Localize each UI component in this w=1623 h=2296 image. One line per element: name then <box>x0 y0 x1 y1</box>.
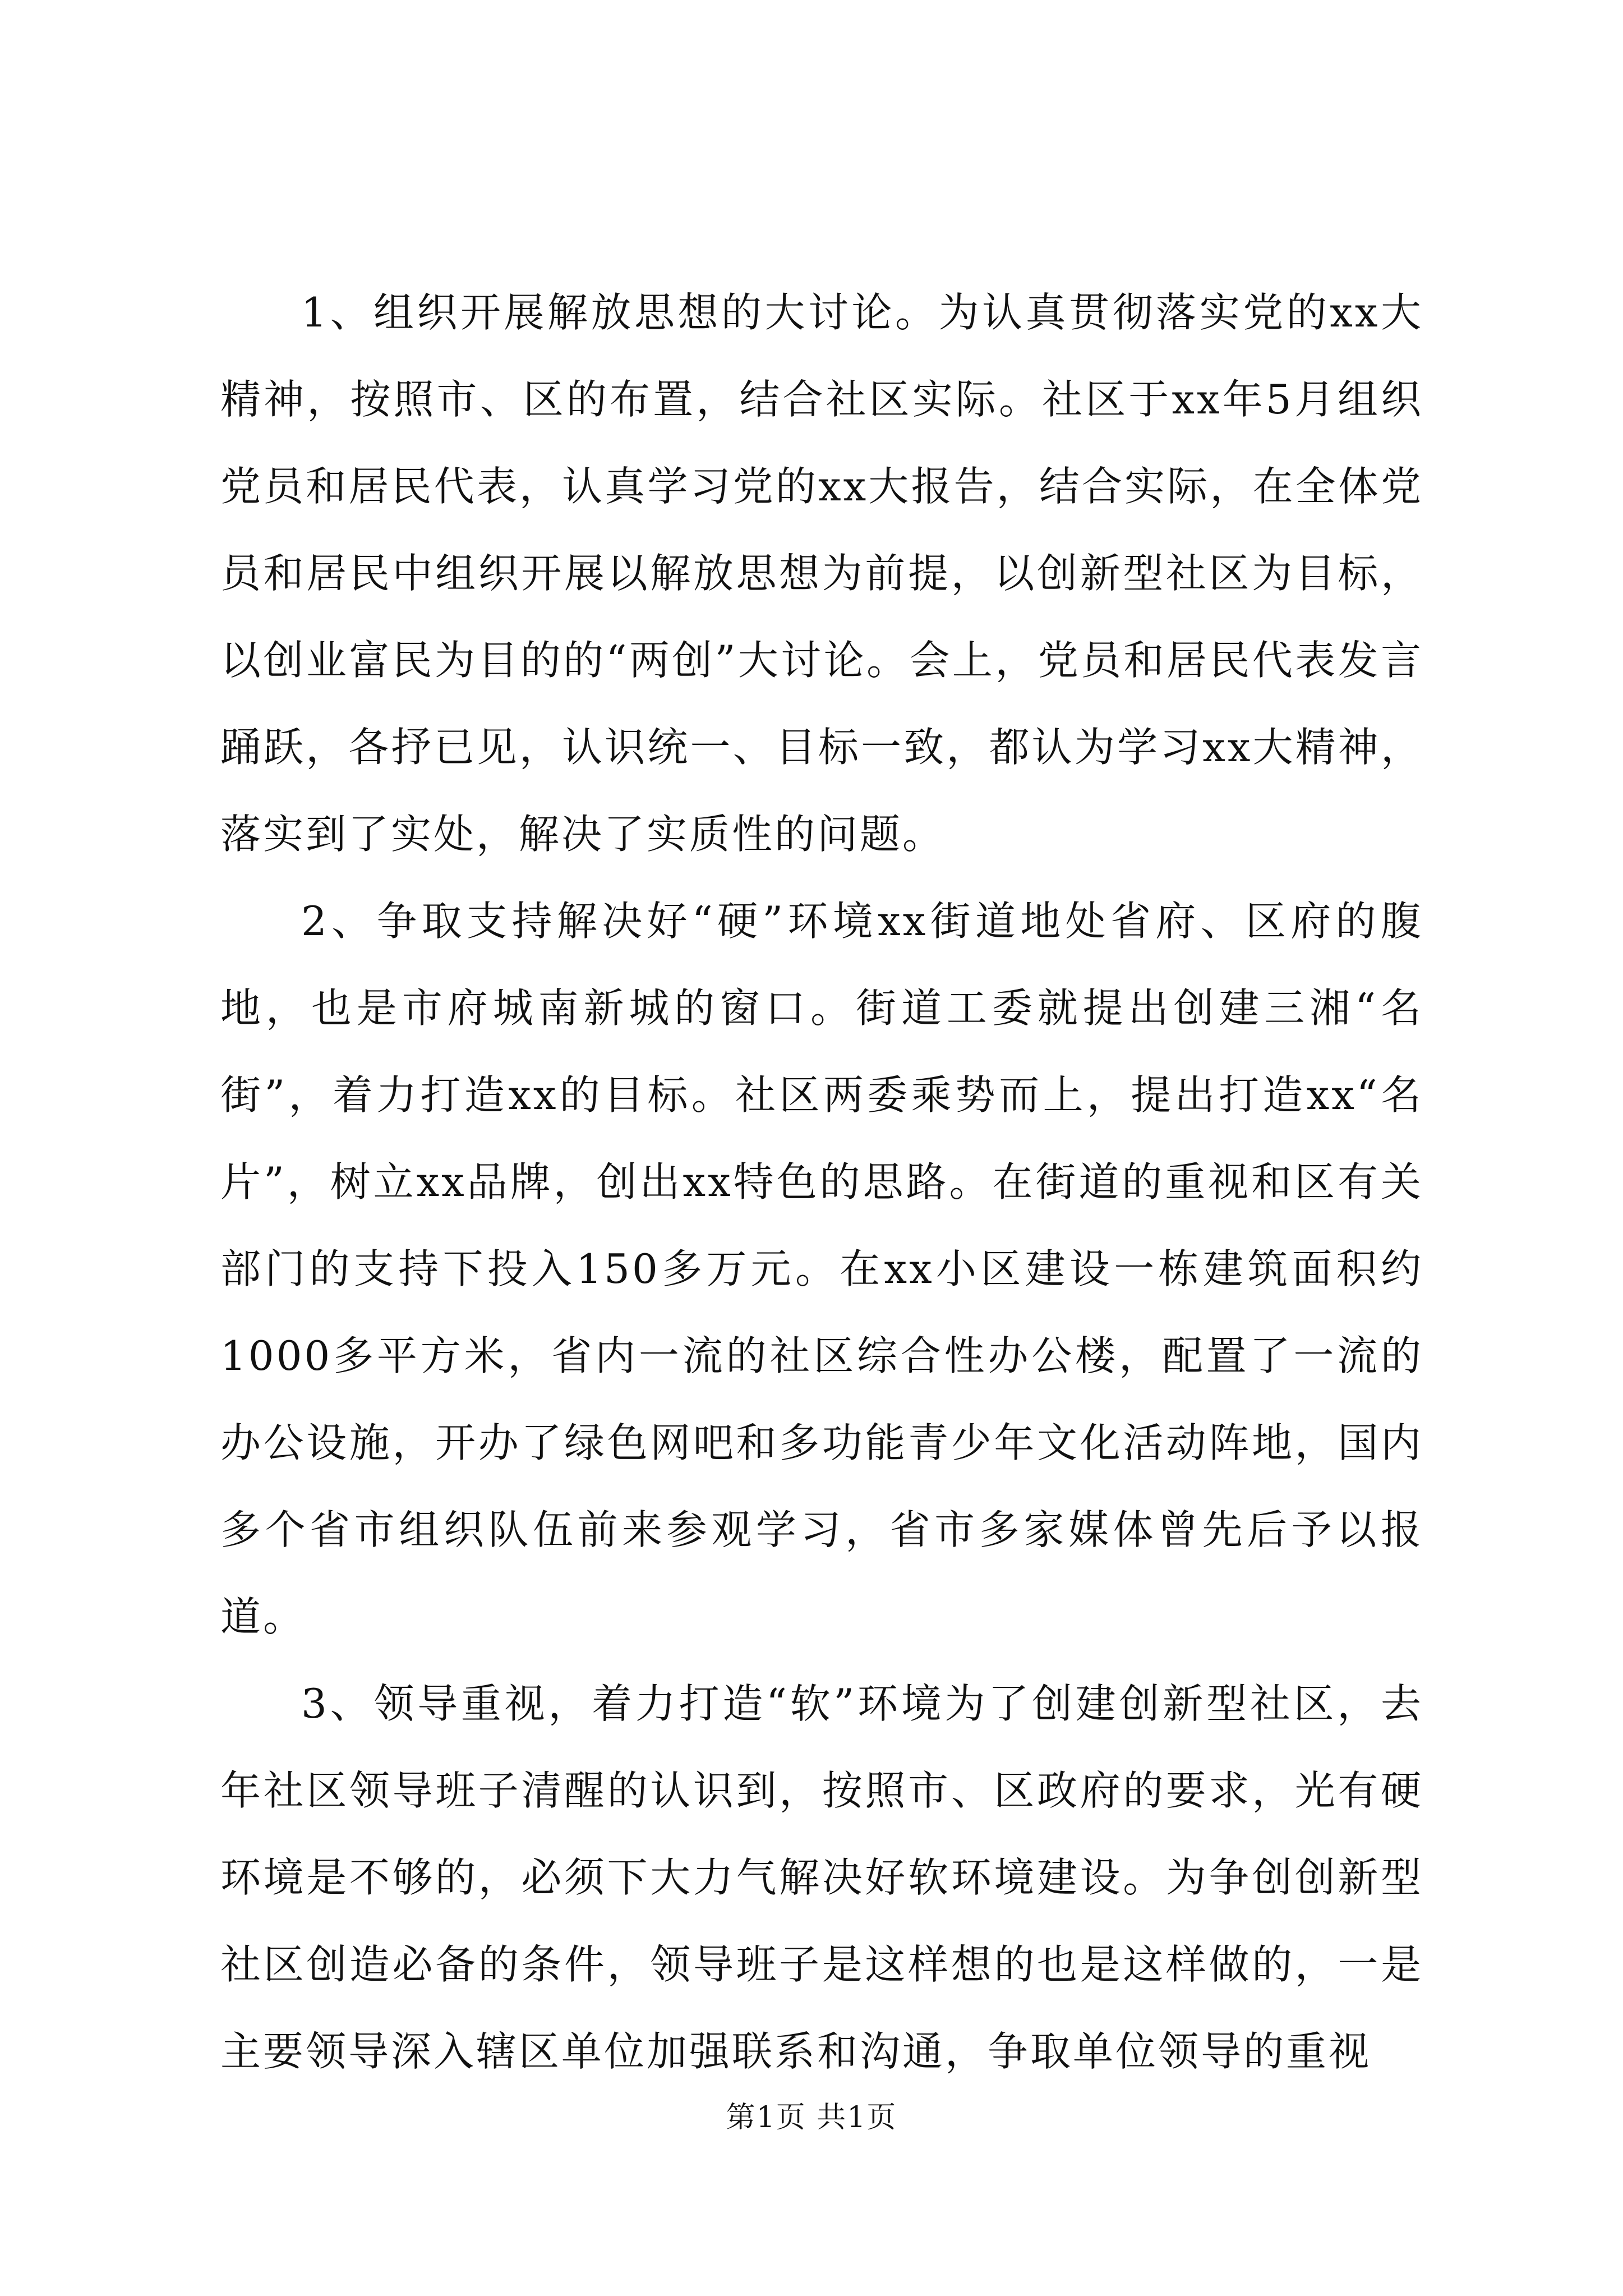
page-footer: 第1页 共1页 <box>726 2101 897 2134</box>
paragraph-1: 1、组织开展解放思想的大讨论。为认真贯彻落实党的xx大精神，按照市、区的布置，结合社区实际。社区于xx年5月组织党员和居民代表，认真学习党的xx大报告，结合实际，在全体党员和居民中组织开展以解放思想为前提，以创新型社区为目标，以创业富民为目的的“两创”大讨论。会上，党员和居民代表发言踊跃，各抒已见，认识统一、目标一致，都认为学习xx大精神，落实到了实处，解决了实质性的问题。 <box>220 289 1423 858</box>
paragraph-3: 3、领导重视，着力打造“软”环境为了创建创新型社区，去年社区领导班子清醒的认识到，按照市、区政府的要求，光有硬环境是不够的，必须下大力气解决好软环境建设。为争创创新型社区创造必备的条件，领导班子是这样想的也是这样做的，一是主要领导深入辖区单位加强联系和沟通，争取单位领导的重视 <box>220 1680 1423 2075</box>
document-body <box>220 269 1423 2095</box>
paragraph-2: 2、争取支持解决好“硬”环境xx街道地处省府、区府的腹地，也是市府城南新城的窗口。街道工委就提出创建三湘“名街”，着力打造xx的目标。社区两委乘势而上，提出打造xx“名片”，树立xx品牌，创出xx特色的思路。在街道的重视和区有关部门的支持下投入150多万元。在xx小区建设一栋建筑面积约1000多平方米，省内一流的社区综合性办公楼，配置了一流的办公设施，开办了绿色网吧和多功能青少年文化活动阵地，国内多个省市组织队伍前来参观学习，省市多家媒体曾先后予以报道。 <box>220 898 1423 1640</box>
